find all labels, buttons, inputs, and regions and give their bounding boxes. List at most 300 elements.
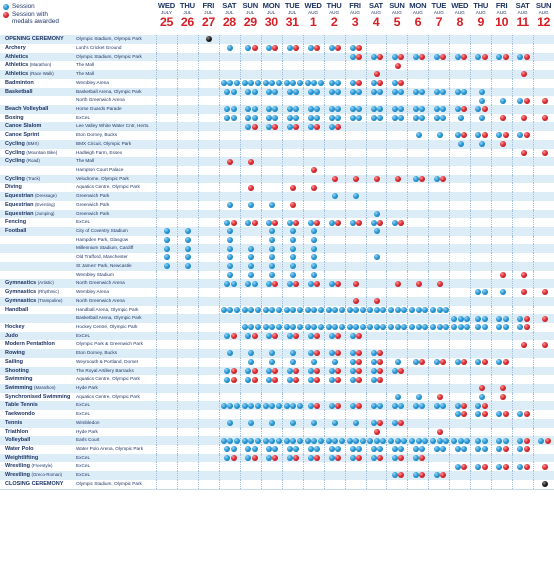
schedule-cell bbox=[345, 271, 367, 280]
session-dots bbox=[513, 324, 534, 330]
venue-name: ExCeL bbox=[76, 402, 91, 408]
schedule-cell bbox=[177, 166, 199, 175]
schedule-cell bbox=[219, 384, 241, 393]
sport-name-text: Fencing bbox=[5, 219, 27, 226]
schedule-cell bbox=[407, 340, 429, 349]
day-header bbox=[512, 0, 533, 32]
schedule-cell bbox=[428, 236, 450, 245]
sport-name bbox=[5, 244, 79, 253]
medal-session-dot-icon bbox=[524, 438, 530, 444]
schedule-cell bbox=[261, 131, 283, 140]
session-dot-icon bbox=[374, 211, 380, 217]
schedule-cell bbox=[240, 253, 262, 262]
schedule-cell bbox=[491, 44, 513, 53]
session-dots bbox=[471, 98, 492, 104]
session-dots bbox=[241, 89, 262, 95]
session-dots bbox=[262, 272, 283, 278]
session-dots bbox=[492, 394, 513, 400]
schedule-cell bbox=[324, 96, 346, 105]
sport-subtype: (Dressage) bbox=[34, 193, 57, 199]
schedule-cell bbox=[198, 393, 220, 402]
schedule-cell bbox=[177, 314, 199, 323]
schedule-cell bbox=[240, 44, 262, 53]
schedule-cell bbox=[282, 445, 304, 454]
schedule-cell bbox=[282, 35, 304, 44]
schedule-cell bbox=[240, 35, 262, 44]
schedule-cell bbox=[156, 288, 178, 297]
schedule-cell bbox=[407, 131, 429, 140]
session-dots bbox=[283, 124, 304, 130]
session-dots bbox=[387, 403, 408, 409]
schedule-cell bbox=[156, 35, 178, 44]
session-dot-icon bbox=[440, 446, 446, 452]
schedule-cell bbox=[345, 297, 367, 306]
session-dot-icon bbox=[314, 446, 320, 452]
schedule-cell bbox=[386, 88, 408, 97]
session-dots bbox=[283, 246, 304, 252]
schedule-cell bbox=[303, 384, 325, 393]
medal-session-dot-icon bbox=[374, 298, 380, 304]
schedule-cell bbox=[177, 244, 199, 253]
schedule-cell bbox=[533, 332, 554, 341]
schedule-cell bbox=[449, 88, 471, 97]
medal-session-dot-icon bbox=[374, 429, 380, 435]
schedule-cell bbox=[261, 79, 283, 88]
session-dot-icon bbox=[221, 403, 227, 409]
schedule-cell bbox=[177, 445, 199, 454]
medal-session-dot-icon bbox=[461, 411, 467, 417]
schedule-cell bbox=[512, 166, 534, 175]
medal-session-dot-icon bbox=[437, 281, 443, 287]
schedule-cell bbox=[366, 53, 388, 62]
session-dot-icon bbox=[185, 228, 191, 234]
schedule-cell bbox=[156, 140, 178, 149]
session-dots bbox=[157, 254, 178, 260]
session-dots bbox=[513, 98, 534, 104]
session-dot-icon bbox=[335, 446, 341, 452]
session-dots bbox=[220, 202, 241, 208]
schedule-cell bbox=[386, 70, 408, 79]
schedule-cell bbox=[512, 175, 534, 184]
schedule-cell bbox=[156, 210, 178, 219]
session-dot-icon bbox=[461, 446, 467, 452]
schedule-cell bbox=[449, 462, 471, 471]
schedule-cell bbox=[198, 244, 220, 253]
session-dots bbox=[262, 115, 283, 121]
session-dots bbox=[304, 124, 325, 130]
session-dot-icon bbox=[287, 220, 293, 226]
medal-session-dot-icon bbox=[293, 455, 299, 461]
schedule-cell bbox=[533, 149, 554, 158]
session-dot-icon bbox=[409, 324, 415, 330]
medal-session-dot-icon bbox=[293, 220, 299, 226]
session-dot-icon bbox=[329, 446, 335, 452]
schedule-cell bbox=[324, 297, 346, 306]
session-dot-icon bbox=[252, 115, 258, 121]
medal-session-dot-icon bbox=[440, 472, 446, 478]
schedule-cell bbox=[491, 393, 513, 402]
schedule-cell bbox=[366, 183, 388, 192]
schedule-cell bbox=[512, 79, 534, 88]
medal-session-dot-icon bbox=[356, 80, 362, 86]
session-dot-icon bbox=[164, 228, 170, 234]
schedule-cell bbox=[303, 367, 325, 376]
schedule-cell bbox=[303, 462, 325, 471]
medal-session-dot-icon bbox=[419, 54, 425, 60]
schedule-cell bbox=[240, 393, 262, 402]
session-dots bbox=[387, 438, 408, 444]
session-dot-icon bbox=[269, 228, 275, 234]
schedule-cell bbox=[240, 384, 262, 393]
schedule-cell bbox=[198, 88, 220, 97]
sport-name-text: Synchronised Swimming bbox=[5, 393, 71, 400]
schedule-cell bbox=[303, 210, 325, 219]
sport-subtype: (Trampoline) bbox=[37, 297, 63, 303]
session-dot-icon bbox=[479, 115, 485, 121]
session-dot-icon bbox=[455, 403, 461, 409]
session-dot-icon bbox=[290, 228, 296, 234]
medal-session-dot-icon bbox=[311, 185, 317, 191]
schedule-cell bbox=[386, 166, 408, 175]
schedule-cell bbox=[261, 471, 283, 480]
session-dots bbox=[408, 89, 429, 95]
session-dots bbox=[513, 71, 534, 77]
schedule-cell bbox=[261, 70, 283, 79]
schedule-cell bbox=[491, 149, 513, 158]
schedule-cell bbox=[303, 166, 325, 175]
schedule-cell bbox=[428, 445, 450, 454]
medal-session-dot-icon bbox=[293, 377, 299, 383]
session-dots bbox=[346, 377, 367, 383]
schedule-cell bbox=[407, 88, 429, 97]
session-dots bbox=[220, 220, 241, 226]
schedule-cell bbox=[261, 314, 283, 323]
schedule-cell bbox=[345, 253, 367, 262]
session-dot-icon bbox=[419, 403, 425, 409]
schedule-cell bbox=[219, 96, 241, 105]
session-dot-icon bbox=[224, 220, 230, 226]
schedule-cell bbox=[282, 44, 304, 53]
schedule-cell bbox=[428, 253, 450, 262]
schedule-cell bbox=[324, 349, 346, 358]
schedule-cell bbox=[240, 428, 262, 437]
session-dot-icon bbox=[475, 464, 481, 470]
schedule-cell bbox=[512, 384, 534, 393]
session-dots bbox=[471, 89, 492, 95]
schedule-cell bbox=[470, 314, 492, 323]
schedule-cell bbox=[470, 480, 492, 489]
day-of-week: SAT bbox=[222, 1, 237, 10]
schedule-cell bbox=[324, 61, 346, 70]
session-dot-icon bbox=[430, 438, 436, 444]
schedule-cell bbox=[240, 480, 262, 489]
schedule-cell bbox=[428, 166, 450, 175]
medal-session-dot-icon bbox=[461, 359, 467, 365]
session-dot-icon bbox=[496, 464, 502, 470]
session-dot-icon bbox=[284, 324, 290, 330]
day-of-week: SAT bbox=[515, 1, 530, 10]
schedule-cell bbox=[324, 462, 346, 471]
sport-subtype: (Rhythmic) bbox=[37, 289, 59, 295]
session-dot-icon bbox=[263, 307, 269, 313]
session-dot-icon bbox=[374, 307, 380, 313]
schedule-cell bbox=[282, 253, 304, 262]
sport-name-text: Wrestling bbox=[5, 463, 30, 470]
schedule-cell bbox=[345, 236, 367, 245]
session-dots bbox=[241, 124, 262, 130]
schedule-cell bbox=[282, 480, 304, 489]
session-dots bbox=[241, 307, 262, 313]
sport-name bbox=[5, 393, 79, 402]
schedule-cell bbox=[324, 288, 346, 297]
schedule-cell bbox=[282, 428, 304, 437]
schedule-cell bbox=[470, 131, 492, 140]
medal-session-dot-icon bbox=[377, 54, 383, 60]
schedule-cell bbox=[282, 175, 304, 184]
session-dot-icon bbox=[269, 80, 275, 86]
medal-session-dot-icon bbox=[482, 359, 488, 365]
medal-session-dot-icon bbox=[272, 368, 278, 374]
session-dots bbox=[304, 420, 325, 426]
schedule-cell bbox=[449, 140, 471, 149]
medal-session-dot-icon bbox=[335, 455, 341, 461]
schedule-cell bbox=[386, 201, 408, 210]
schedule-cell bbox=[512, 401, 534, 410]
schedule-cell bbox=[533, 114, 554, 123]
schedule-cell bbox=[512, 122, 534, 131]
session-dot-icon bbox=[272, 446, 278, 452]
schedule-cell bbox=[512, 105, 534, 114]
session-dots bbox=[283, 202, 304, 208]
schedule-cell bbox=[491, 454, 513, 463]
session-dot-icon bbox=[311, 324, 317, 330]
schedule-cell bbox=[261, 53, 283, 62]
schedule-cell bbox=[261, 210, 283, 219]
session-dot-icon bbox=[248, 350, 254, 356]
session-dots bbox=[367, 211, 388, 217]
session-dot-icon bbox=[367, 307, 373, 313]
schedule-cell bbox=[345, 131, 367, 140]
session-dot-icon bbox=[287, 281, 293, 287]
session-dot-icon bbox=[290, 350, 296, 356]
session-dot-icon bbox=[479, 394, 485, 400]
schedule-cell bbox=[261, 401, 283, 410]
schedule-cell bbox=[366, 210, 388, 219]
schedule-cell bbox=[449, 419, 471, 428]
schedule-cell bbox=[198, 332, 220, 341]
sport-name-text: Basketball bbox=[5, 88, 33, 95]
schedule-cell bbox=[345, 279, 367, 288]
session-dots bbox=[492, 289, 513, 295]
session-dot-icon bbox=[475, 411, 481, 417]
session-dots bbox=[157, 237, 178, 243]
day-month: AUG bbox=[496, 10, 507, 15]
session-dot-icon bbox=[314, 89, 320, 95]
schedule-cell bbox=[491, 79, 513, 88]
schedule-cell bbox=[491, 262, 513, 271]
day-number: 27 bbox=[201, 15, 215, 29]
session-dots bbox=[429, 438, 450, 444]
schedule-cell bbox=[366, 140, 388, 149]
schedule-cell bbox=[366, 218, 388, 227]
schedule-cell bbox=[261, 96, 283, 105]
session-dot-icon bbox=[269, 202, 275, 208]
schedule-cell bbox=[366, 35, 388, 44]
sport-subtype: (Race Walk) bbox=[29, 71, 54, 77]
schedule-cell bbox=[219, 480, 241, 489]
day-month: JUL bbox=[246, 10, 255, 15]
schedule-cell bbox=[449, 175, 471, 184]
schedule-cell bbox=[533, 306, 554, 315]
schedule-cell bbox=[282, 375, 304, 384]
schedule-cell bbox=[177, 70, 199, 79]
session-dot-icon bbox=[517, 438, 523, 444]
schedule-cell bbox=[407, 384, 429, 393]
sport-name-text: Wrestling bbox=[5, 472, 30, 479]
medal-session-dot-icon bbox=[398, 220, 404, 226]
session-dots bbox=[304, 281, 325, 287]
session-dot-icon bbox=[311, 307, 317, 313]
venue-name: Greenwich Park bbox=[76, 193, 110, 199]
schedule-cell bbox=[177, 227, 199, 236]
schedule-cell bbox=[156, 70, 178, 79]
schedule-cell bbox=[324, 131, 346, 140]
schedule-cell bbox=[156, 323, 178, 332]
session-dot-icon bbox=[350, 220, 356, 226]
schedule-cell bbox=[282, 244, 304, 253]
session-dots bbox=[220, 420, 241, 426]
venue-name: Handball Arena, Olympic Park bbox=[76, 306, 139, 312]
session-dot-icon bbox=[350, 350, 356, 356]
session-dots bbox=[157, 263, 178, 269]
schedule-cell bbox=[470, 332, 492, 341]
schedule-cell bbox=[428, 122, 450, 131]
schedule-cell bbox=[366, 175, 388, 184]
venue-name: Hyde Park bbox=[76, 428, 98, 434]
day-header bbox=[156, 0, 177, 32]
session-dots bbox=[534, 150, 554, 156]
sport-name-text: Shooting bbox=[5, 367, 29, 374]
schedule-cell bbox=[303, 297, 325, 306]
schedule-cell bbox=[366, 314, 388, 323]
schedule-cell bbox=[240, 201, 262, 210]
session-dots bbox=[220, 333, 241, 339]
schedule-cell bbox=[512, 323, 534, 332]
session-dot-icon bbox=[329, 350, 335, 356]
session-dot-icon bbox=[496, 438, 502, 444]
venue-name: Hyde Park bbox=[76, 385, 98, 390]
schedule-cell bbox=[198, 218, 220, 227]
session-dots bbox=[262, 237, 283, 243]
medal-session-dot-icon bbox=[356, 45, 362, 51]
sport-name-text: Badminton bbox=[5, 79, 34, 86]
medal-session-dot-icon bbox=[461, 403, 467, 409]
schedule-cell bbox=[345, 419, 367, 428]
sport-name bbox=[5, 288, 79, 297]
schedule-cell bbox=[303, 419, 325, 428]
session-dot-icon bbox=[434, 176, 440, 182]
session-dot-icon bbox=[350, 115, 356, 121]
session-dot-icon bbox=[308, 446, 314, 452]
session-dots bbox=[429, 429, 450, 435]
session-dot-icon bbox=[290, 80, 296, 86]
session-dot-icon bbox=[350, 359, 356, 365]
session-dots bbox=[241, 446, 262, 452]
sport-name-text: OPENING CEREMONY bbox=[5, 36, 64, 43]
medal-session-dot-icon bbox=[416, 281, 422, 287]
schedule-cell bbox=[156, 105, 178, 114]
schedule-cell bbox=[491, 462, 513, 471]
session-dot-icon bbox=[392, 472, 398, 478]
sport-name bbox=[5, 44, 79, 53]
session-dot-icon bbox=[332, 359, 338, 365]
schedule-cell bbox=[282, 306, 304, 315]
schedule-cell bbox=[282, 401, 304, 410]
schedule-cell bbox=[219, 166, 241, 175]
schedule-cell bbox=[428, 131, 450, 140]
session-dots bbox=[220, 281, 241, 287]
session-dots bbox=[471, 324, 492, 330]
day-number: 26 bbox=[180, 15, 194, 29]
schedule-row bbox=[0, 480, 554, 490]
schedule-cell bbox=[303, 410, 325, 419]
schedule-cell bbox=[324, 244, 346, 253]
session-dots bbox=[408, 307, 429, 313]
schedule-cell bbox=[512, 96, 534, 105]
session-dot-icon bbox=[392, 403, 398, 409]
schedule-cell bbox=[303, 436, 325, 445]
session-dot-icon bbox=[269, 438, 275, 444]
schedule-cell bbox=[449, 332, 471, 341]
session-dots bbox=[283, 420, 304, 426]
session-dots bbox=[325, 438, 346, 444]
sport-name-text: Table Tennis bbox=[5, 402, 38, 409]
medal-dot-icon bbox=[3, 12, 9, 18]
medal-session-dot-icon bbox=[521, 71, 527, 77]
schedule-cell bbox=[491, 140, 513, 149]
schedule-cell bbox=[533, 297, 554, 306]
schedule-cell bbox=[324, 358, 346, 367]
medal-session-dot-icon bbox=[521, 272, 527, 278]
schedule-cell bbox=[177, 428, 199, 437]
schedule-cell bbox=[198, 131, 220, 140]
day-month: AUG bbox=[350, 10, 360, 15]
session-dots bbox=[471, 141, 492, 147]
schedule-cell bbox=[282, 236, 304, 245]
schedule-cell bbox=[428, 227, 450, 236]
medal-session-dot-icon bbox=[314, 368, 320, 374]
session-dots bbox=[262, 350, 283, 356]
session-dots bbox=[367, 71, 388, 77]
schedule-cell bbox=[177, 157, 199, 166]
schedule-cell bbox=[407, 349, 429, 358]
medal-session-dot-icon bbox=[437, 429, 443, 435]
session-dot-icon bbox=[434, 115, 440, 121]
schedule-cell bbox=[491, 183, 513, 192]
session-dots bbox=[513, 316, 534, 322]
session-dots bbox=[367, 115, 388, 121]
schedule-cell bbox=[428, 262, 450, 271]
schedule-cell bbox=[512, 419, 534, 428]
session-dots bbox=[492, 359, 513, 365]
schedule-cell bbox=[449, 279, 471, 288]
schedule-cell bbox=[428, 480, 450, 489]
schedule-cell bbox=[156, 480, 178, 489]
schedule-cell bbox=[407, 227, 429, 236]
sport-name-text: Cycling bbox=[5, 175, 25, 182]
session-dot-icon bbox=[451, 438, 457, 444]
schedule-cell bbox=[156, 375, 178, 384]
